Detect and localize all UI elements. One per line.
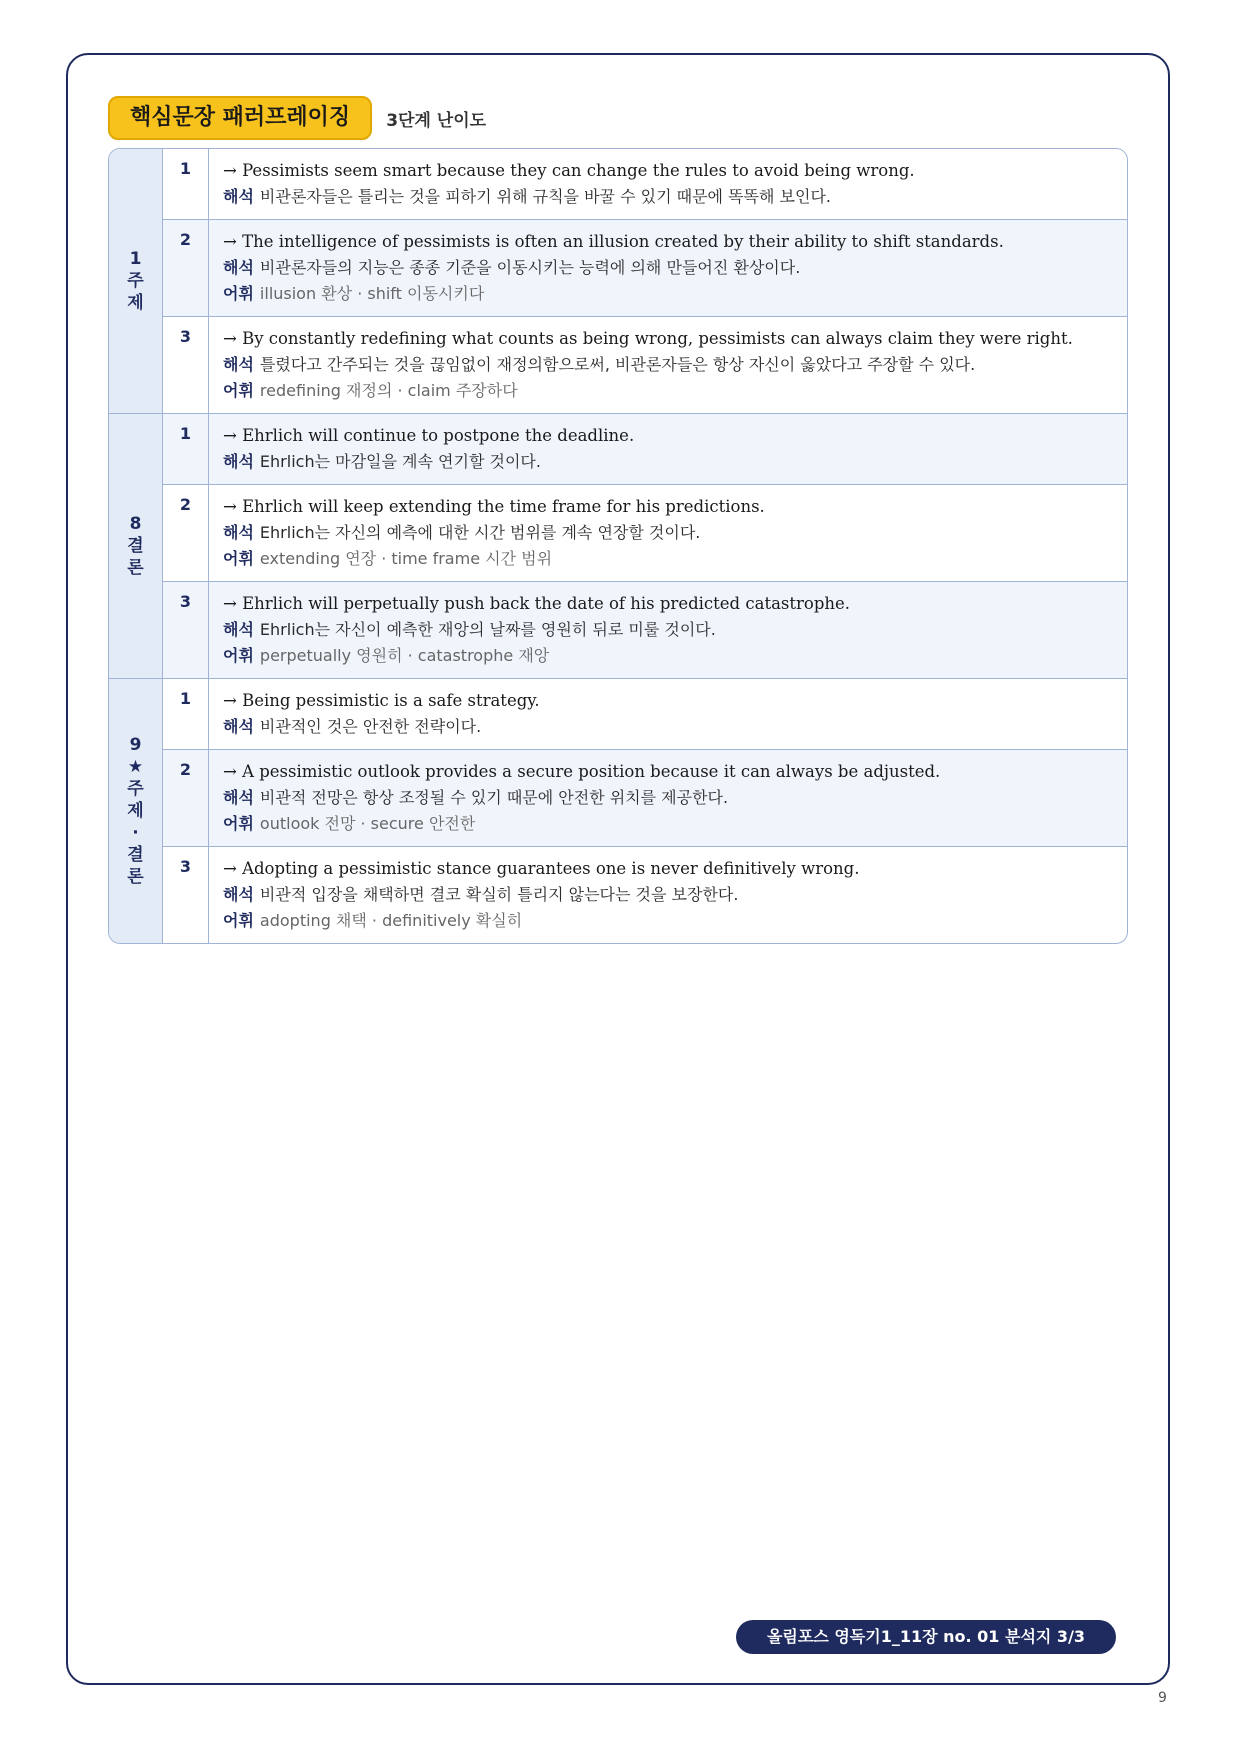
interpretation-line bbox=[223, 520, 1113, 546]
row-number: 2 bbox=[163, 220, 209, 316]
vocab-text: redefining 재정의 · claim 주장하다 bbox=[259, 381, 518, 400]
group-1 bbox=[109, 149, 1127, 414]
footer-badge: 올림포스 영독기1_11장 no. 01 분석지 3/3 bbox=[736, 1620, 1116, 1654]
row-number: 3 bbox=[163, 582, 209, 678]
english-sentence: → Being pessimistic is a safe strategy. bbox=[223, 691, 540, 710]
table-row bbox=[163, 679, 1127, 750]
vocab-text: extending 연장 · time frame 시간 범위 bbox=[259, 549, 553, 568]
english-sentence: → By constantly redefining what counts as being wrong, pessimists can always claim they were right. bbox=[223, 329, 1073, 348]
interpretation-line bbox=[223, 255, 1113, 281]
interpretation-tag: 해석 bbox=[223, 885, 254, 904]
vocab-text: adopting 채택 · definitively 확실히 bbox=[259, 911, 523, 930]
english-sentence: → Adopting a pessimistic stance guarantees one is never definitively wrong. bbox=[223, 859, 860, 878]
interpretation-tag: 해석 bbox=[223, 717, 254, 736]
row-number: 3 bbox=[163, 847, 209, 943]
english-sentence: → The intelligence of pessimists is often an illusion created by their ability to shift standards. bbox=[223, 232, 1004, 251]
group-9 bbox=[109, 679, 1127, 943]
group-8 bbox=[109, 414, 1127, 679]
interpretation-line bbox=[223, 785, 1113, 811]
interpretation-line bbox=[223, 449, 1113, 475]
interpretation-tag: 해석 bbox=[223, 788, 254, 807]
row-number: 2 bbox=[163, 485, 209, 581]
vocab-text: illusion 환상 · shift 이동시키다 bbox=[259, 284, 485, 303]
interpretation-text: 비관론자들의 지능은 종종 기준을 이동시키는 능력에 의해 만들어진 환상이다. bbox=[259, 258, 801, 277]
vocab-tag: 어휘 bbox=[223, 814, 254, 833]
interpretation-line bbox=[223, 184, 1113, 210]
table-row bbox=[163, 317, 1127, 413]
english-sentence: → Ehrlich will keep extending the time frame for his predictions. bbox=[223, 497, 765, 516]
paraphrase-table bbox=[108, 148, 1128, 944]
table-row bbox=[163, 414, 1127, 485]
vocab-line bbox=[223, 643, 1113, 669]
interpretation-text: 비관적 입장을 채택하면 결코 확실히 틀리지 않는다는 것을 보장한다. bbox=[259, 885, 739, 904]
interpretation-text: Ehrlich는 마감일을 계속 연기할 것이다. bbox=[259, 452, 541, 471]
vocab-line bbox=[223, 546, 1113, 572]
table-row bbox=[163, 582, 1127, 678]
interpretation-tag: 해석 bbox=[223, 258, 254, 277]
vocab-tag: 어휘 bbox=[223, 549, 254, 568]
row-number: 1 bbox=[163, 414, 209, 484]
vocab-tag: 어휘 bbox=[223, 911, 254, 930]
difficulty-label: 3단계 난이도 bbox=[386, 110, 487, 131]
row-number: 2 bbox=[163, 750, 209, 846]
group-label: 9★주제·결론 bbox=[109, 679, 163, 943]
group-label: 8결론 bbox=[109, 414, 163, 678]
interpretation-tag: 해석 bbox=[223, 523, 254, 542]
interpretation-line bbox=[223, 617, 1113, 643]
vocab-line bbox=[223, 281, 1113, 307]
page-number: 9 bbox=[1158, 1690, 1167, 1706]
table-row bbox=[163, 149, 1127, 220]
table-row bbox=[163, 485, 1127, 582]
english-sentence: → Ehrlich will perpetually push back the date of his predicted catastrophe. bbox=[223, 594, 851, 613]
vocab-line bbox=[223, 378, 1113, 404]
table-row bbox=[163, 847, 1127, 943]
interpretation-line bbox=[223, 714, 1113, 740]
row-number: 1 bbox=[163, 679, 209, 749]
interpretation-text: Ehrlich는 자신의 예측에 대한 시간 범위를 계속 연장할 것이다. bbox=[259, 523, 701, 542]
section-header bbox=[108, 96, 486, 140]
group-label: 1주제 bbox=[109, 149, 163, 413]
interpretation-text: 비관적인 것은 안전한 전략이다. bbox=[259, 717, 482, 736]
interpretation-tag: 해석 bbox=[223, 452, 254, 471]
interpretation-line bbox=[223, 882, 1113, 908]
row-number: 3 bbox=[163, 317, 209, 413]
vocab-line bbox=[223, 811, 1113, 837]
vocab-line bbox=[223, 908, 1113, 934]
interpretation-text: 틀렸다고 간주되는 것을 끊임없이 재정의함으로써, 비관론자들은 항상 자신이 옳았다고 주장할 수 있다. bbox=[259, 355, 976, 374]
vocab-tag: 어휘 bbox=[223, 381, 254, 400]
english-sentence: → A pessimistic outlook provides a secure position because it can always be adjusted. bbox=[223, 762, 941, 781]
interpretation-text: 비관론자들은 틀리는 것을 피하기 위해 규칙을 바꿀 수 있기 때문에 똑똑해 보인다. bbox=[259, 187, 832, 206]
english-sentence: → Pessimists seem smart because they can change the rules to avoid being wrong. bbox=[223, 161, 915, 180]
interpretation-tag: 해석 bbox=[223, 355, 254, 374]
vocab-tag: 어휘 bbox=[223, 646, 254, 665]
english-sentence: → Ehrlich will continue to postpone the deadline. bbox=[223, 426, 635, 445]
interpretation-tag: 해석 bbox=[223, 187, 254, 206]
interpretation-text: Ehrlich는 자신이 예측한 재앙의 날짜를 영원히 뒤로 미룰 것이다. bbox=[259, 620, 716, 639]
table-row bbox=[163, 220, 1127, 317]
vocab-text: perpetually 영원히 · catastrophe 재앙 bbox=[259, 646, 550, 665]
interpretation-text: 비관적 전망은 항상 조정될 수 있기 때문에 안전한 위치를 제공한다. bbox=[259, 788, 729, 807]
interpretation-tag: 해석 bbox=[223, 620, 254, 639]
vocab-text: outlook 전망 · secure 안전한 bbox=[259, 814, 476, 833]
table-row bbox=[163, 750, 1127, 847]
row-number: 1 bbox=[163, 149, 209, 219]
section-title: 핵심문장 패러프레이징 bbox=[108, 96, 372, 140]
vocab-tag: 어휘 bbox=[223, 284, 254, 303]
interpretation-line bbox=[223, 352, 1113, 378]
